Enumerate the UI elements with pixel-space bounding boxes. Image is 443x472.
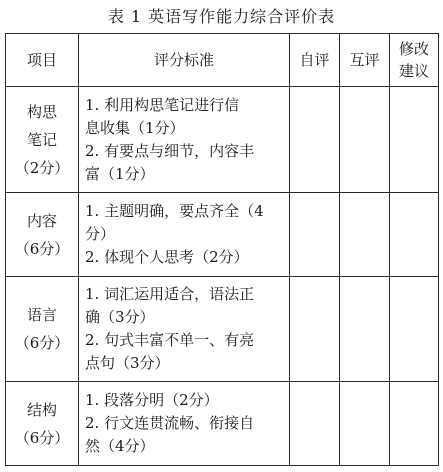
self-eval-cell[interactable] bbox=[290, 382, 340, 466]
item-line: （6分） bbox=[14, 334, 70, 352]
item-cell bbox=[6, 193, 79, 277]
item-line: （2分） bbox=[14, 158, 70, 177]
criteria-cell bbox=[79, 382, 290, 466]
item-cell bbox=[6, 382, 79, 466]
criteria-cell bbox=[79, 87, 290, 193]
peer-eval-cell[interactable] bbox=[340, 193, 390, 277]
item-line: 笔记 bbox=[26, 130, 57, 149]
criteria-line: 1. 主题明确，要点齐全（4 bbox=[85, 202, 264, 220]
header-revise-line-2: 建议 bbox=[398, 62, 429, 80]
criteria-line: 2. 体现个人思考（2分） bbox=[85, 248, 249, 266]
header-self-eval: 自评 bbox=[290, 34, 340, 87]
header-revise-line-1: 修改 bbox=[398, 40, 429, 58]
header-item: 项目 bbox=[6, 34, 79, 87]
self-eval-cell[interactable] bbox=[290, 277, 340, 382]
table-caption: 表 1 英语写作能力综合评价表 bbox=[107, 7, 336, 26]
item-line: 结构 bbox=[26, 400, 57, 419]
item-cell bbox=[6, 277, 79, 382]
peer-eval-cell[interactable] bbox=[340, 382, 390, 466]
table-row bbox=[6, 193, 439, 277]
criteria-line: 2. 有要点与细节，内容丰 bbox=[85, 141, 255, 160]
header-peer-eval: 互评 bbox=[340, 34, 390, 87]
criteria-line: 1. 利用构思笔记进行信 bbox=[85, 95, 240, 114]
self-eval-cell[interactable] bbox=[290, 87, 340, 193]
item-line: 构思 bbox=[26, 102, 57, 121]
peer-eval-cell[interactable] bbox=[340, 277, 390, 382]
revision-suggestion-cell[interactable] bbox=[390, 87, 439, 193]
revision-suggestion-cell[interactable] bbox=[390, 277, 439, 382]
item-line: （6分） bbox=[14, 239, 70, 258]
table-row bbox=[6, 382, 439, 466]
criteria-line: 1. 段落分明（2分） bbox=[85, 391, 219, 409]
evaluation-table bbox=[5, 33, 439, 466]
header-criteria: 评分标准 bbox=[79, 34, 290, 87]
criteria-cell bbox=[79, 277, 290, 382]
criteria-line: 1. 词汇运用适合，语法正 bbox=[85, 285, 255, 303]
criteria-line: 息收集（1分） bbox=[85, 118, 185, 137]
item-cell bbox=[6, 87, 79, 193]
criteria-line: 然（4分） bbox=[85, 437, 155, 455]
header-row bbox=[6, 34, 439, 87]
revision-suggestion-cell[interactable] bbox=[390, 382, 439, 466]
item-line: 语言 bbox=[26, 306, 57, 324]
item-line: 内容 bbox=[26, 211, 57, 230]
criteria-line: 2. 句式丰富不单一、有亮 bbox=[85, 331, 255, 349]
criteria-line: 富（1分） bbox=[85, 164, 155, 183]
revision-suggestion-cell[interactable] bbox=[390, 193, 439, 277]
table-row bbox=[6, 87, 439, 193]
criteria-line: 2. 行文连贯流畅、衔接自 bbox=[85, 414, 255, 432]
criteria-line: 确（3分） bbox=[85, 308, 155, 326]
item-line: （6分） bbox=[14, 428, 70, 447]
criteria-line: 点句（3分） bbox=[85, 354, 170, 372]
self-eval-cell[interactable] bbox=[290, 193, 340, 277]
header-revision-suggestion bbox=[390, 34, 439, 87]
peer-eval-cell[interactable] bbox=[340, 87, 390, 193]
table-row bbox=[6, 277, 439, 382]
criteria-cell bbox=[79, 193, 290, 277]
criteria-line: 分） bbox=[85, 225, 116, 243]
